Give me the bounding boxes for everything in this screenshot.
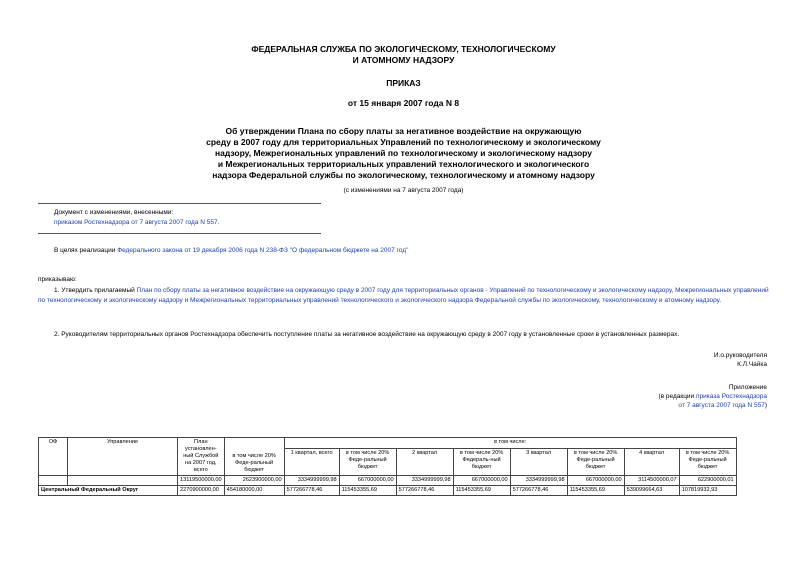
- col-header-q3: 3 квартал: [510, 449, 567, 476]
- divider-bottom: [38, 233, 321, 234]
- amend-link[interactable]: приказом Ростехнадзора от 7 августа 2007 года N 557.: [54, 219, 220, 226]
- cell-q4f: 107819932,93: [679, 486, 736, 496]
- cell-q3f: 115453355,69: [567, 486, 624, 496]
- col-header-q2f: в том числе 20% Федераль-ный бюджет: [453, 449, 510, 476]
- order-item-2: 2. Руководителям территориальных органов Ростехнадзора обеспечить поступление платы за негативное воздействие на окружающую среду в 2007 году в установленные сроки в установленных размерах.: [54, 331, 680, 338]
- intro-paragraph: [54, 246, 789, 256]
- col-header-q4f: в том числе 20% Феде-ральный бюджет: [679, 449, 736, 476]
- doc-title-line: надзора Федеральной службы по экологическому, технологическому и атомному надзору: [212, 170, 595, 180]
- cell-q1: 3334999999,98: [284, 476, 339, 486]
- col-header-q1: 1 квартал, всего: [284, 449, 339, 476]
- order-item-1: [38, 286, 773, 305]
- doc-type: ПРИКАЗ: [386, 78, 421, 88]
- col-header-upr: Управление: [68, 438, 178, 476]
- cell-upr: [68, 476, 178, 486]
- cell-q2: 577266778,46: [396, 486, 453, 496]
- col-header-q3f: в том числе 20% Феде-ральный бюджет: [567, 449, 624, 476]
- table-header-row: [39, 438, 737, 449]
- cell-q1f: 115453355,69: [339, 486, 396, 496]
- appendix-edition-prefix: (в редакции: [658, 393, 696, 400]
- agency-header: [0, 44, 807, 66]
- cell-fed: 454180000,00: [224, 486, 284, 496]
- col-header-q1f: в том числе 20% Феде-ральный бюджет: [339, 449, 396, 476]
- col-header-of: ОФ: [39, 438, 68, 476]
- agency-name-line2: И АТОМНОМУ НАДЗОРУ: [352, 55, 455, 65]
- table-row: [39, 476, 737, 486]
- doc-title-line: Об утверждении Плана по сбору платы за негативное воздействие на окружающую: [225, 126, 582, 136]
- cell-q4: 3114500000,07: [624, 476, 679, 486]
- order-keyword: приказываю:: [38, 276, 77, 283]
- cell-of: [39, 476, 68, 486]
- agency-name-line1: ФЕДЕРАЛЬНАЯ СЛУЖБА ПО ЭКОЛОГИЧЕСКОМУ, ТЕХНОЛОГИЧЕСКОМУ: [251, 44, 556, 54]
- divider-top: [38, 203, 321, 204]
- doc-title-line: и Межрегиональных территориальных управлений технологического и экологического: [217, 159, 590, 169]
- appendix-edition-line1: [658, 392, 767, 401]
- plan-table: [38, 437, 737, 496]
- col-header-fed: в том числе 20% Феде-ральный бюджет: [224, 438, 284, 476]
- amend-label: Документ с изменениями, внесенными:: [54, 209, 174, 216]
- intro-text: В целях реализации: [54, 247, 118, 254]
- cell-of: Центральный Федеральный Округ: [39, 486, 178, 496]
- signature-position: И.о.руководителя: [713, 352, 767, 359]
- cell-plan: 2270900000,00: [178, 486, 225, 496]
- appendix-title: Приложение: [728, 384, 767, 391]
- appendix-order-link[interactable]: приказа Ростехнадзора: [696, 393, 767, 400]
- signature-name: К.Л.Чайка: [737, 361, 767, 368]
- appendix-edition-suffix: ): [764, 402, 767, 409]
- cell-q2: 3334999999,98: [396, 476, 453, 486]
- col-header-q2: 2 квартал: [396, 449, 453, 476]
- col-header-including: в том числе:: [284, 438, 736, 449]
- cell-q1: 577266778,46: [284, 486, 339, 496]
- cell-q3: 577266778,46: [510, 486, 567, 496]
- cell-q3f: 667000000,00: [567, 476, 624, 486]
- cell-plan: 13119500000,00: [178, 476, 225, 486]
- col-header-q4: 4 квартал: [624, 449, 679, 476]
- appendix-block: [658, 383, 767, 410]
- plan-link[interactable]: План по сбору платы за негативное воздействие на окружающую среду в 2007 году для территориальных органов - Управлений по технологическому и экологическому надзору, Межрегиональных управлений по технологическому и экологическому надзору и Межрегиональных территориальных управлений технологического и экологического надзора Федеральной службы по экологическому, технологическому и атомному надзору: [38, 287, 769, 304]
- doc-date: от 15 января 2007 года N 8: [347, 98, 460, 108]
- col-header-plan: План установлен-ный Службой на 2007 год, всего: [178, 438, 225, 476]
- appendix-edition-line2: [658, 401, 767, 410]
- appendix-date-link[interactable]: от 7 августа 2007 года N 557: [678, 402, 765, 409]
- order-item-1-suffix: .: [719, 296, 722, 304]
- doc-title-line: среду в 2007 году для территориальных Управлений по технологическому и экологическому: [206, 137, 601, 147]
- table-row: [39, 486, 737, 496]
- cell-q2f: 115453355,69: [453, 486, 510, 496]
- cell-q4: 539099664,63: [624, 486, 679, 496]
- signature-block: [714, 351, 767, 369]
- doc-title: [0, 126, 807, 181]
- cell-q2f: 667000000,00: [453, 476, 510, 486]
- doc-title-line: надзору, Межрегиональных управлений по технологическому и экологическому надзору: [215, 148, 592, 158]
- cell-fed: 2623900000,00: [224, 476, 284, 486]
- changes-note: (с изменениями на 7 августа 2007 года): [343, 187, 464, 194]
- order-item-1-prefix: 1. Утвердить прилагаемый: [54, 287, 137, 294]
- cell-q3: 3334999999,98: [510, 476, 567, 486]
- cell-q1f: 667000000,00: [339, 476, 396, 486]
- cell-q4f: 622900000,01: [679, 476, 736, 486]
- federal-law-link[interactable]: Федерального закона от 19 декабря 2006 года N 238-ФЗ "О федеральном бюджете на 2007 год": [117, 247, 409, 254]
